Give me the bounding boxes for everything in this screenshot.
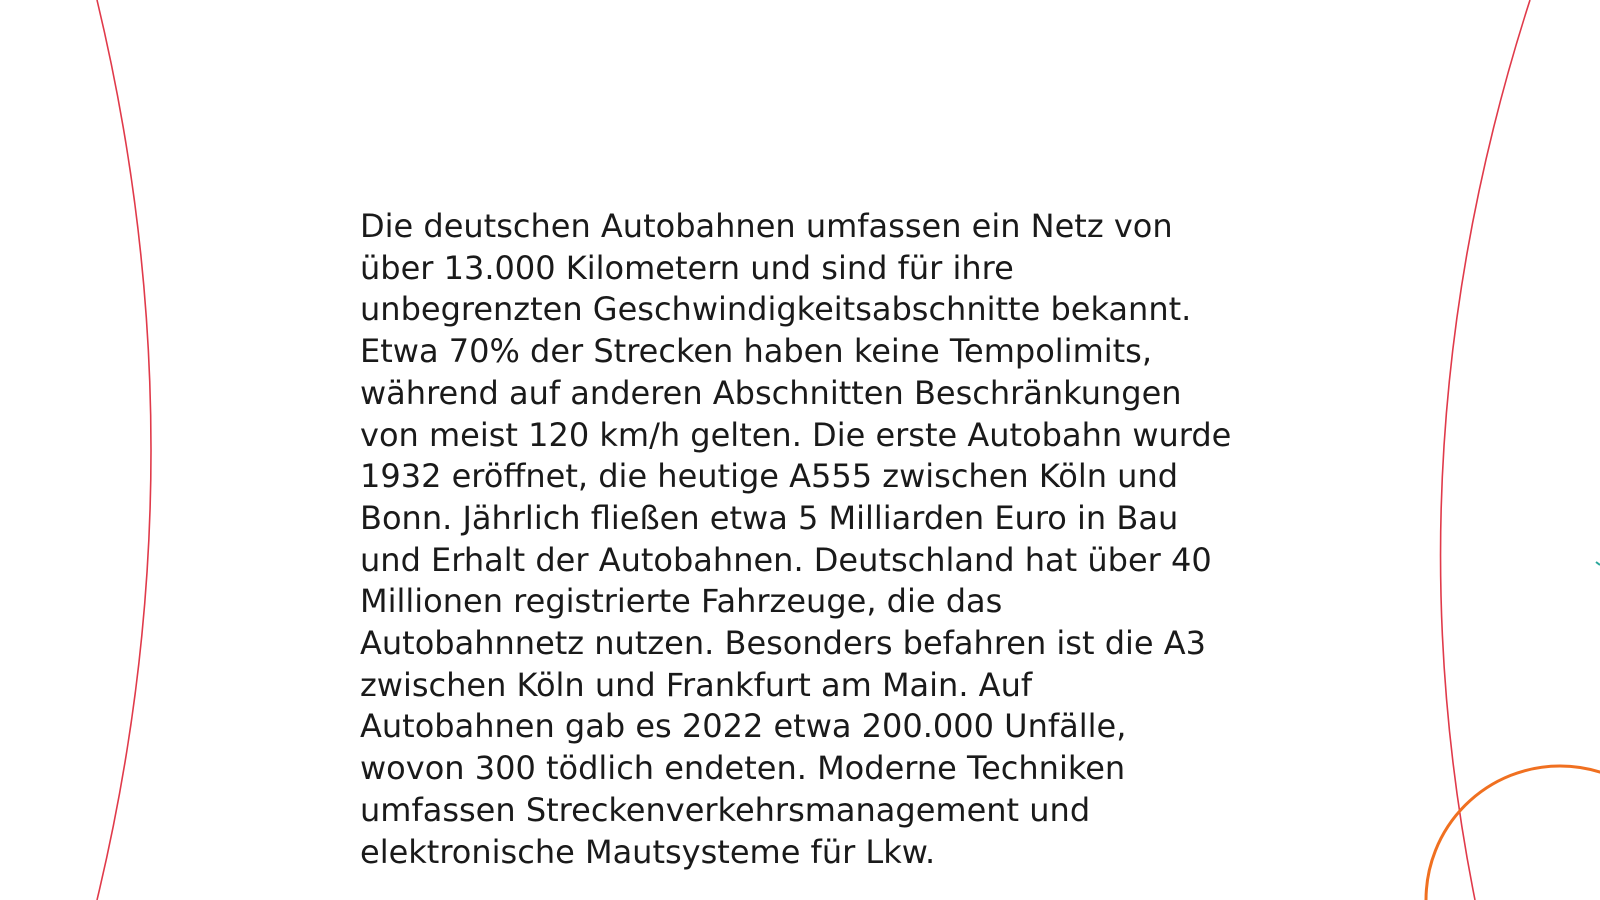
paragraph-line: Bonn. Jährlich fließen etwa 5 Milliarden Euro in Bau <box>360 498 1179 537</box>
paragraph-line: elektronische Mautsysteme für Lkw. <box>360 832 936 871</box>
paragraph-line: unbegrenzten Geschwindigkeitsabschnitte bekannt. <box>360 290 1192 329</box>
paragraph-line: über 13.000 Kilometern und sind für ihre <box>360 248 1014 287</box>
paragraph-line: während auf anderen Abschnitten Beschränkungen <box>360 373 1182 412</box>
paragraph-line: Autobahnen gab es 2022 etwa 200.000 Unfälle, <box>360 707 1127 746</box>
paragraph-line: Etwa 70% der Strecken haben keine Tempolimits, <box>360 332 1153 371</box>
orange-arc <box>1426 766 1600 900</box>
body-paragraph <box>360 206 1260 873</box>
paragraph-line: Autobahnnetz nutzen. Besonders befahren ist die A3 <box>360 624 1206 663</box>
paragraph-line: umfassen Streckenverkehrsmanagement und <box>360 790 1091 829</box>
paragraph-line: Die deutschen Autobahnen umfassen ein Netz von <box>360 207 1173 245</box>
paragraph-line: wovon 300 tödlich endeten. Moderne Techniken <box>360 749 1126 788</box>
paragraph-line: und Erhalt der Autobahnen. Deutschland hat über 40 <box>360 540 1212 579</box>
right-red-curve <box>1441 0 1530 900</box>
teal-accent-mark <box>1596 562 1600 565</box>
paragraph-line: zwischen Köln und Frankfurt am Main. Auf <box>360 665 1033 704</box>
paragraph-line: 1932 eröffnet, die heutige A555 zwischen Köln und <box>360 457 1179 496</box>
paragraph-line: von meist 120 km/h gelten. Die erste Autobahn wurde <box>360 415 1232 454</box>
left-red-curve <box>97 0 151 900</box>
paragraph-line: Millionen registrierte Fahrzeuge, die das <box>360 582 1003 621</box>
